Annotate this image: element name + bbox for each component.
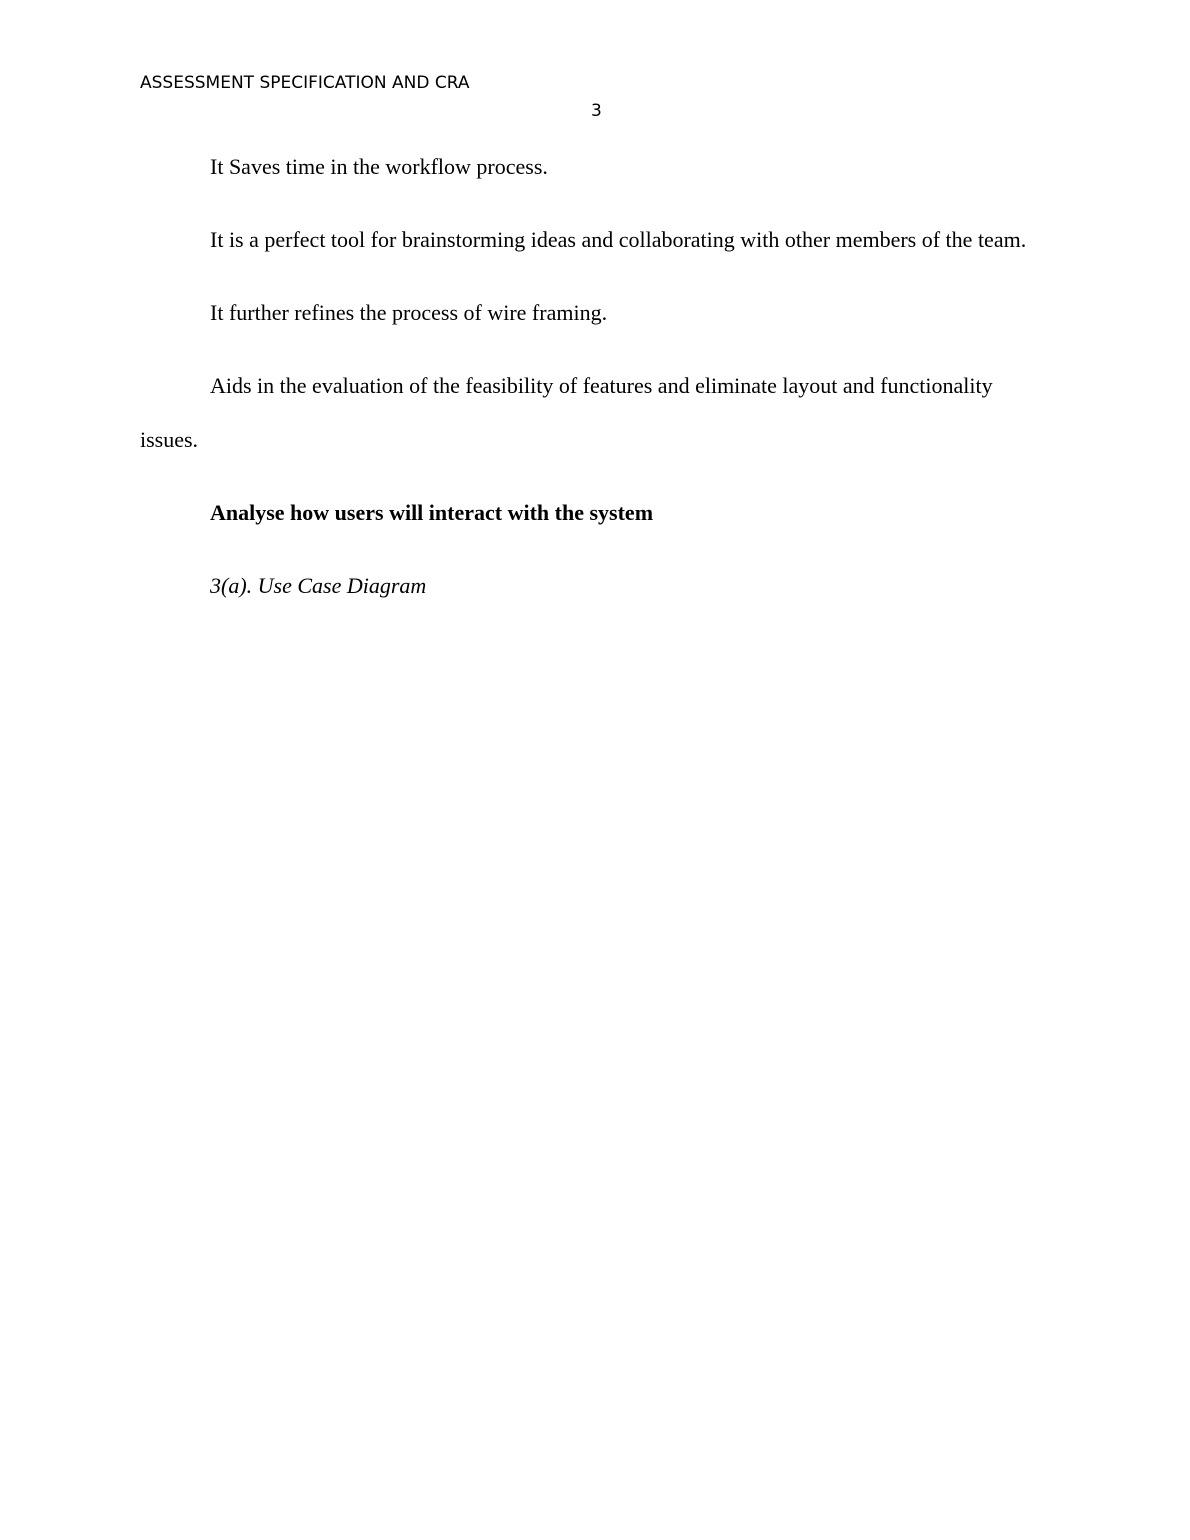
paragraph-wire-framing: It further refines the process of wire framing. xyxy=(210,300,608,325)
page-number: 3 xyxy=(591,101,602,121)
paragraph-brainstorming: It is a perfect tool for brainstorming ideas and collaborating with other members of the team. xyxy=(210,227,1027,252)
body-text xyxy=(140,140,1050,632)
section-heading: Analyse how users will interact with the system xyxy=(210,500,654,525)
subsection-heading: 3(a). Use Case Diagram xyxy=(210,573,427,598)
paragraph-feasibility: Aids in the evaluation of the feasibility of features and eliminate layout and functionality issues. xyxy=(140,373,993,452)
running-head: ASSESSMENT SPECIFICATION AND CRA xyxy=(140,73,470,93)
paragraph-saves-time: It Saves time in the workflow process. xyxy=(210,154,548,179)
